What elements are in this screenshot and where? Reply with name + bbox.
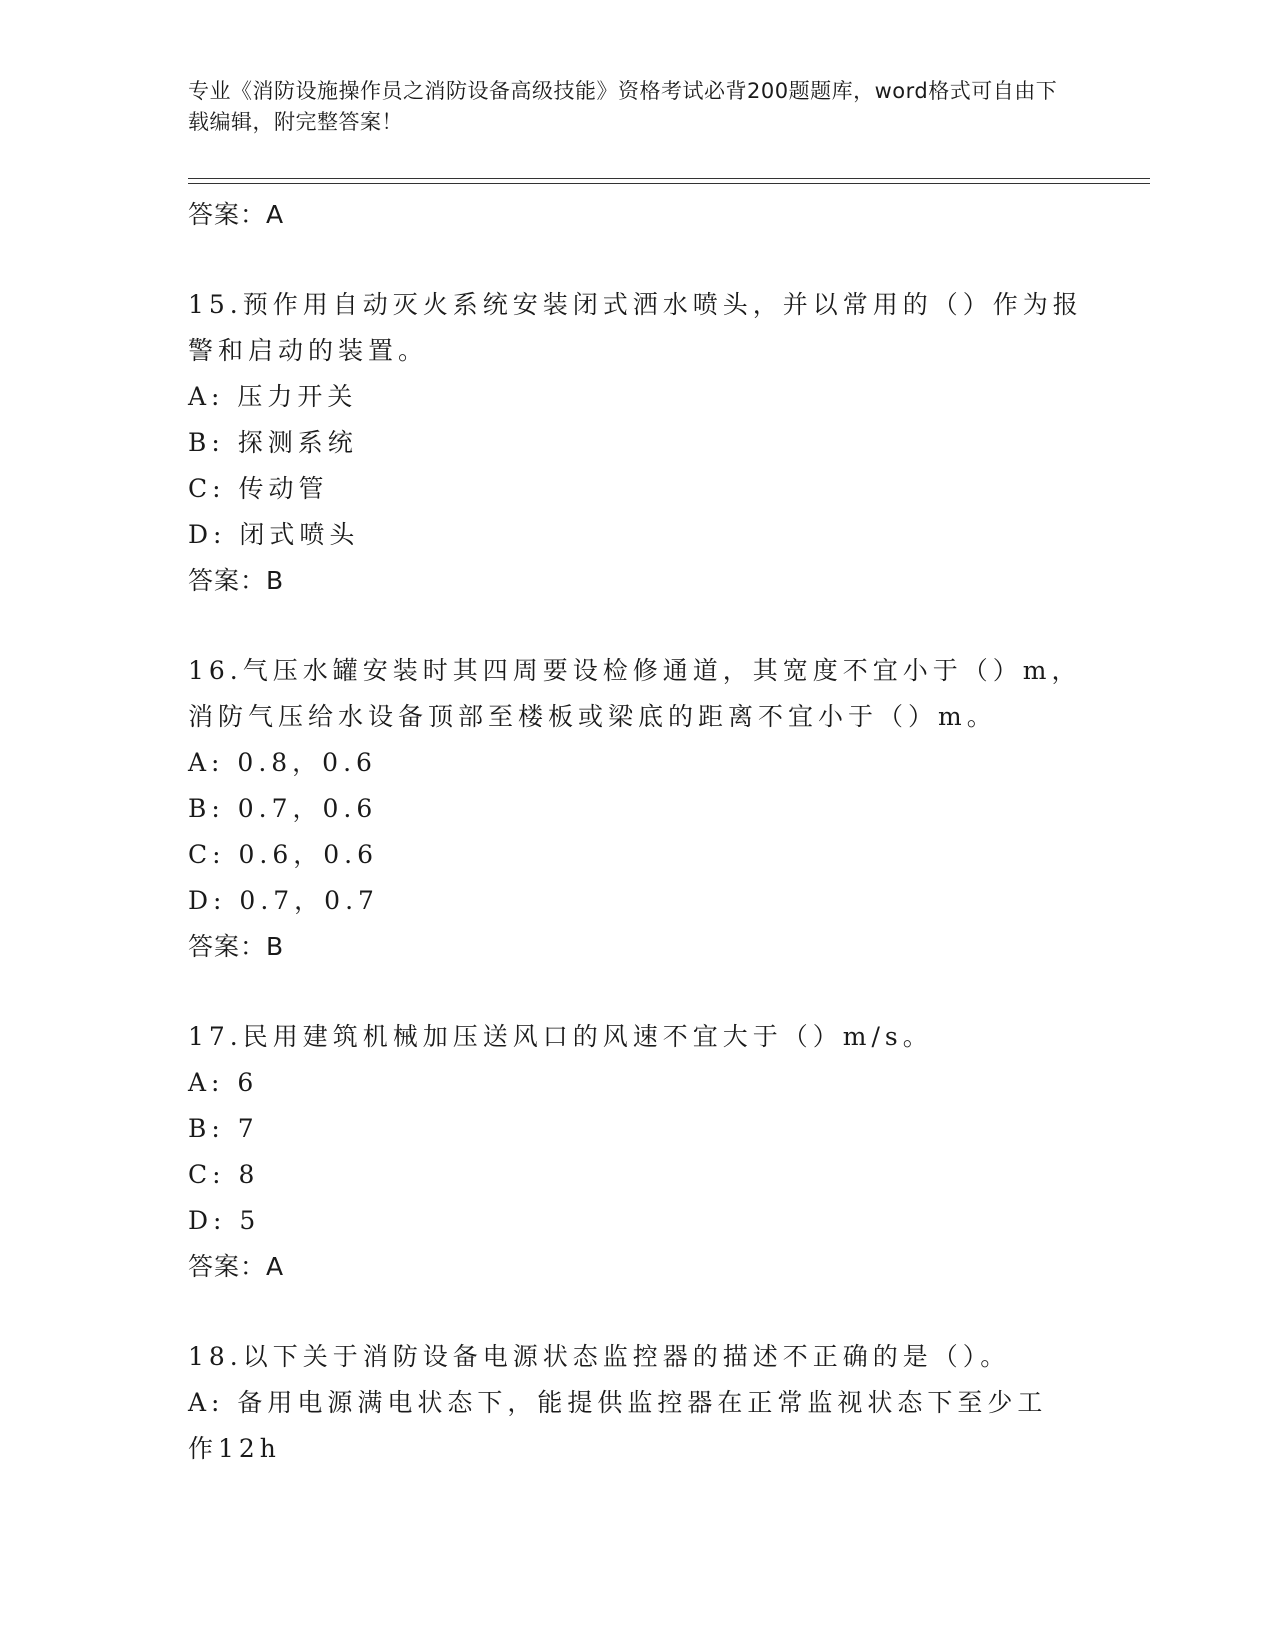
option-c: C: 0.6，0.6 <box>188 840 379 869</box>
question-text: 17.民用建筑机械加压送风口的风速不宜大于（）m/s。 <box>188 1022 933 1051</box>
header-divider-bottom <box>188 183 1150 184</box>
option-d: D: 闭式喷头 <box>188 520 360 549</box>
question-text: 15.预作用自动灭火系统安装闭式洒水喷头，并以常用的（）作为报警和启动的装置。 <box>188 290 1083 365</box>
answer-line: 答案：B <box>188 932 285 961</box>
option-b: B: 探测系统 <box>188 428 358 457</box>
question-text: 16.气压水罐安装时其四周要设检修通道，其宽度不宜小于（）m，消防气压给水设备顶部至楼板或梁底的距离不宜小于（）m。 <box>188 656 1082 731</box>
answer-line: 答案：A <box>188 1252 285 1281</box>
question-16 <box>188 648 1088 970</box>
option-a: A: 6 <box>188 1068 259 1097</box>
option-d: D: 5 <box>188 1206 261 1235</box>
question-text: 18.以下关于消防设备电源状态监控器的描述不正确的是（）。 <box>188 1342 1011 1371</box>
option-b: B: 0.7，0.6 <box>188 794 378 823</box>
option-d: D: 0.7，0.7 <box>188 886 379 915</box>
question-18 <box>188 1334 1088 1472</box>
option-c: C: 传动管 <box>188 474 329 503</box>
option-b: B: 7 <box>188 1114 259 1143</box>
document-header: 专业《消防设施操作员之消防设备高级技能》资格考试必背200题题库，word格式可自由下载编辑，附完整答案！ <box>188 79 1058 134</box>
answer-line: 答案：B <box>188 566 285 595</box>
question-list <box>188 192 1088 1472</box>
option-a: A: 备用电源满电状态下，能提供监控器在正常监视状态下至少工作12h <box>188 1388 1048 1463</box>
question-15 <box>188 282 1088 604</box>
header-divider-top <box>188 178 1150 179</box>
option-a: A: 压力开关 <box>188 382 358 411</box>
question-17 <box>188 1014 1088 1290</box>
option-c: C: 8 <box>188 1160 260 1189</box>
option-a: A: 0.8，0.6 <box>188 748 377 777</box>
answer-line: 答案：A <box>188 200 285 229</box>
